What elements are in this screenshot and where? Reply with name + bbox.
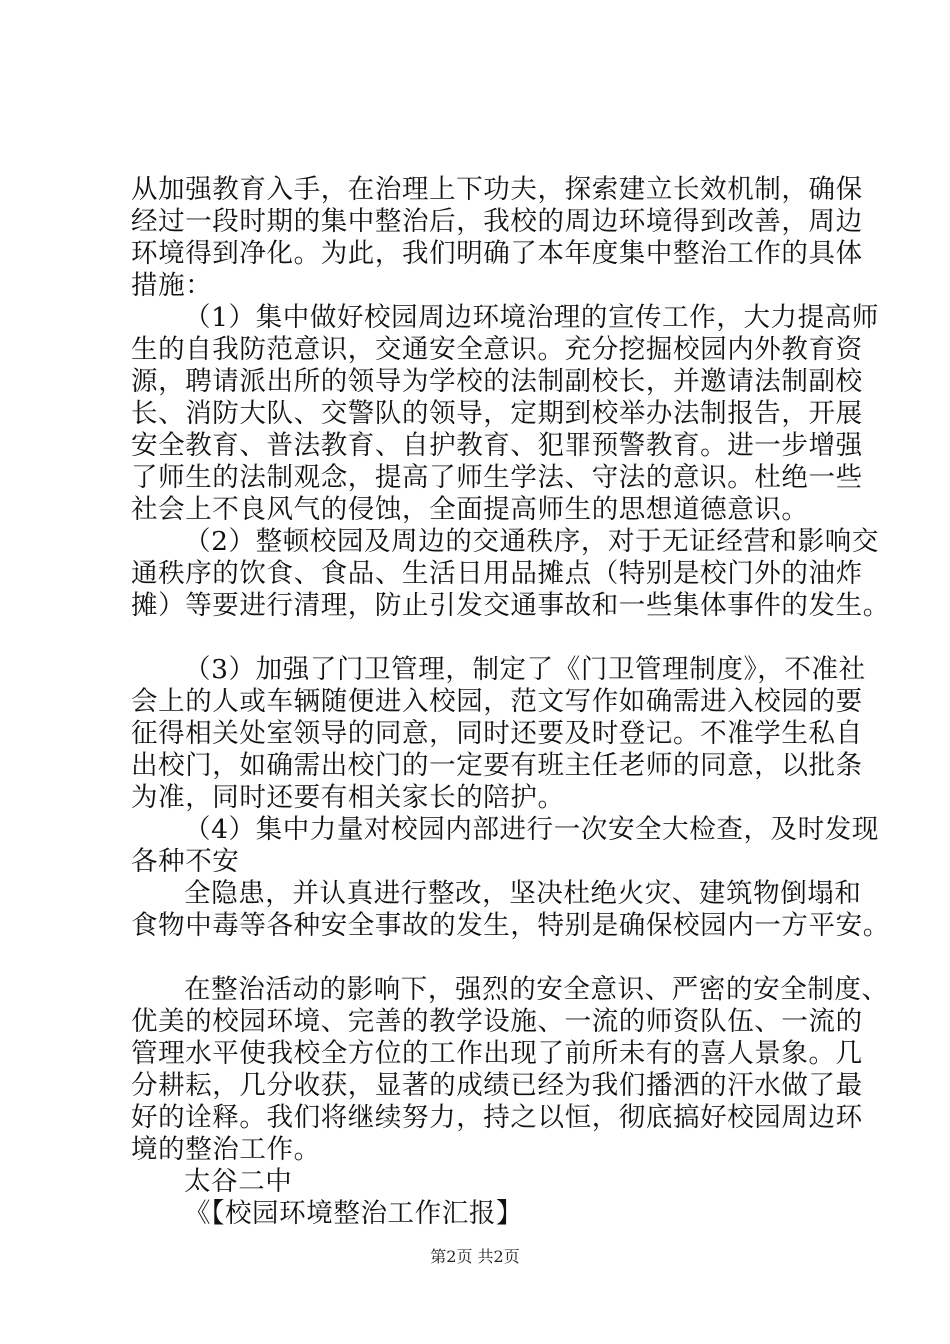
text-line: 在整治活动的影响下，强烈的安全意识、严密的安全制度、 xyxy=(184,974,889,1005)
text-line: 环境得到净化。为此，我们明确了本年度集中整治工作的具体 xyxy=(131,238,863,269)
text-line: 会上的人或车辆随便进入校园，范文写作如确需进入校园的要 xyxy=(131,686,863,717)
text-line: （3）加强了门卫管理，制定了《门卫管理制度》，不准社 xyxy=(184,654,866,685)
text-line: 分耕耘，几分收获，显著的成绩已经为我们播洒的汗水做了最 xyxy=(131,1070,863,1101)
text-line: 社会上不良风气的侵蚀，全面提高师生的思想道德意识。 xyxy=(131,494,809,525)
text-line: 管理水平使我校全方位的工作出现了前所未有的喜人景象。几 xyxy=(131,1038,863,1069)
text-line: 太谷二中 xyxy=(184,1166,293,1197)
text-line: 源，聘请派出所的领导为学校的法制副校长，并邀请法制副校 xyxy=(131,366,863,397)
text-line: 长、消防大队、交警队的领导，定期到校举办法制报告，开展 xyxy=(131,398,863,429)
text-line: 境的整治工作。 xyxy=(131,1134,321,1165)
blank-line xyxy=(131,942,851,974)
text-line: （4）集中力量对校园内部进行一次安全大检查，及时发现 xyxy=(184,814,879,845)
text-line: 摊）等要进行清理，防止引发交通事故和一些集体事件的发生。 xyxy=(131,590,890,621)
text-line: 经过一段时期的集中整治后，我校的周边环境得到改善，周边 xyxy=(131,206,863,237)
page-footer xyxy=(0,1244,950,1267)
text-line: 出校门，如确需出校门的一定要有班主任老师的同意，以批条 xyxy=(131,750,863,781)
blank-line xyxy=(131,622,851,654)
text-line: 好的诠释。我们将继续努力，持之以恒，彻底搞好校园周边环 xyxy=(131,1102,863,1133)
page-number-label: 第2页 共2页 xyxy=(430,1247,520,1266)
text-line: 生的自我防范意识，交通安全意识。充分挖掘校园内外教育资 xyxy=(131,334,863,365)
text-line: 食物中毒等各种安全事故的发生，特别是确保校园内一方平安。 xyxy=(131,910,890,941)
text-line: 各种不安 xyxy=(131,846,240,877)
text-line: 安全教育、普法教育、自护教育、犯罪预警教育。进一步增强 xyxy=(131,430,863,461)
text-line: 了师生的法制观念，提高了师生学法、守法的意识。杜绝一些 xyxy=(131,462,863,493)
text-line: 措施： xyxy=(131,270,213,301)
text-line: 优美的校园环境、完善的教学设施、一流的师资队伍、一流的 xyxy=(131,1006,863,1037)
text-line: 征得相关处室领导的同意，同时还要及时登记。不准学生私自 xyxy=(131,718,863,749)
text-line: 《【校园环境整治工作汇报】 xyxy=(184,1198,524,1229)
text-line: （1）集中做好校园周边环境治理的宣传工作，大力提高师 xyxy=(184,302,879,333)
document-body xyxy=(131,174,890,1230)
text-line: 为准，同时还要有相关家长的陪护。 xyxy=(131,782,565,813)
text-line: 通秩序的饮食、食品、生活日用品摊点（特别是校门外的油炸 xyxy=(131,558,863,589)
text-line: 全隐患，并认真进行整改，坚决杜绝火灾、建筑物倒塌和 xyxy=(184,878,862,909)
text-line: 从加强教育入手，在治理上下功夫，探索建立长效机制，确保 xyxy=(131,174,863,205)
text-line: （2）整顿校园及周边的交通秩序，对于无证经营和影响交 xyxy=(184,526,879,557)
